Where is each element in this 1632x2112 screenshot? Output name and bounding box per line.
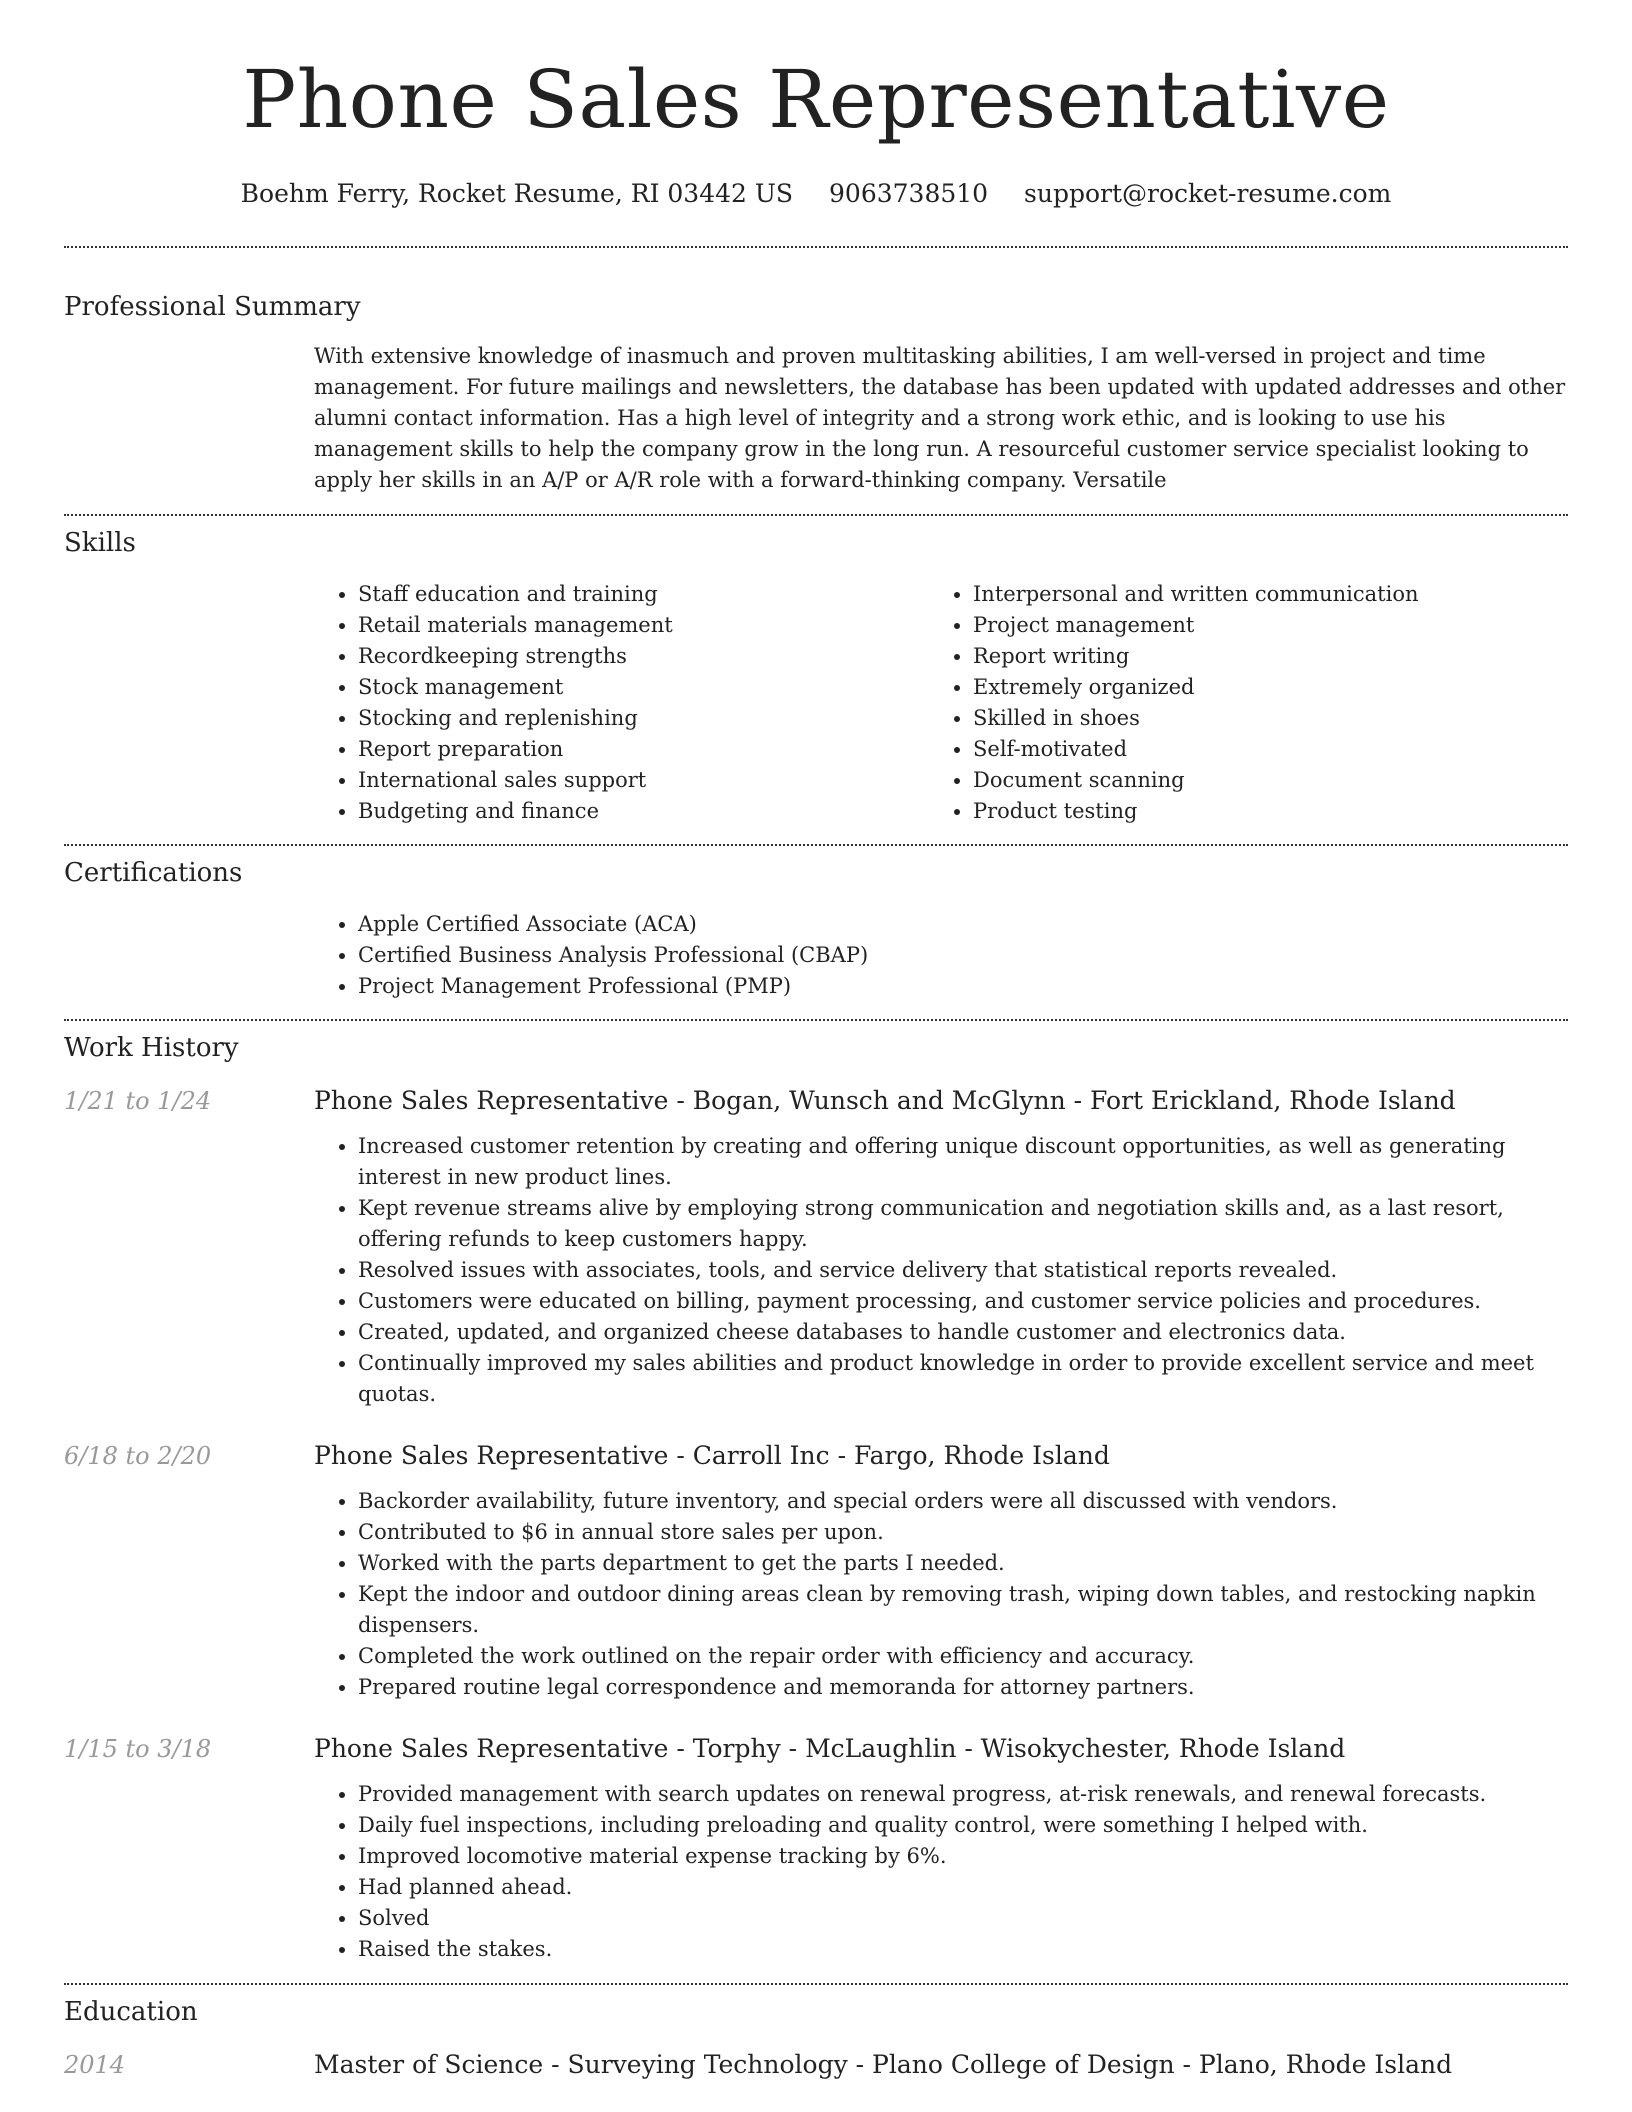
- skill-item: • Stocking and replenishing: [358, 703, 929, 734]
- education-degree: Master of Science - Surveying Technology - Plano College of Design - Plano, Rhode Island: [314, 2050, 1453, 2079]
- skill-item: • Product testing: [973, 796, 1544, 827]
- job-bullet: • Backorder availability, future inventory, and special orders were all discussed with vendors.: [358, 1486, 1568, 1517]
- job-bullet: • Provided management with search updates on renewal progress, at-risk renewals, and renewal forecasts.: [358, 1779, 1568, 1810]
- certifications-section: [64, 846, 1568, 1002]
- job-header: [64, 1085, 1568, 1117]
- job-bullet: • Had planned ahead.: [358, 1872, 1568, 1903]
- education-entry: [64, 2049, 1568, 2081]
- skills-list-left: [314, 579, 929, 827]
- job-bullets: [314, 1131, 1568, 1410]
- job-bullets: [314, 1779, 1568, 1965]
- certification-item: • Certified Business Analysis Professional (CBAP): [358, 940, 1568, 971]
- education-section: [64, 1985, 1568, 2081]
- contact-line: [64, 178, 1568, 210]
- education-date: 2014: [64, 2051, 126, 2079]
- job-title: Phone Sales Representative - Carroll Inc - Fargo, Rhode Island: [314, 1441, 1110, 1470]
- skill-item: • International sales support: [358, 765, 929, 796]
- job-title: Phone Sales Representative - Torphy - McLaughlin - Wisokychester, Rhode Island: [314, 1734, 1346, 1763]
- job-bullet: • Kept the indoor and outdoor dining areas clean by removing trash, wiping down tables, and restocking napkin dispensers.: [358, 1579, 1568, 1641]
- skill-item: • Retail materials management: [358, 610, 929, 641]
- job-dates: 1/21 to 1/24: [64, 1087, 212, 1115]
- job-header: [64, 1733, 1568, 1765]
- job-bullet: • Daily fuel inspections, including preloading and quality control, were something I helped with.: [358, 1810, 1568, 1841]
- skill-item: • Self-motivated: [973, 734, 1544, 765]
- contact-phone: 9063738510: [829, 179, 989, 208]
- skill-item: • Budgeting and finance: [358, 796, 929, 827]
- summary-content: [314, 341, 1568, 496]
- skill-item: • Stock management: [358, 672, 929, 703]
- job-bullet: • Continually improved my sales abilities and product knowledge in order to provide excellent service and meet quotas.: [358, 1348, 1568, 1410]
- job-bullet: • Solved: [358, 1903, 1568, 1934]
- job-bullet: • Kept revenue streams alive by employing strong communication and negotiation skills and, as a last resort, offering refunds to keep customers happy.: [358, 1193, 1568, 1255]
- certifications-content: [314, 909, 1568, 1002]
- certifications-list: [314, 909, 1568, 1002]
- job-bullet: • Completed the work outlined on the repair order with efficiency and accuracy.: [358, 1641, 1568, 1672]
- skill-item: • Interpersonal and written communication: [973, 579, 1544, 610]
- education-heading: Education: [64, 1997, 198, 2027]
- job-bullet: • Created, updated, and organized cheese databases to handle customer and electronics data.: [358, 1317, 1568, 1348]
- skill-item: • Staff education and training: [358, 579, 929, 610]
- skill-item: • Document scanning: [973, 765, 1544, 796]
- job-dates: 1/15 to 3/18: [64, 1735, 212, 1763]
- skill-item: • Recordkeeping strengths: [358, 641, 929, 672]
- summary-heading: Professional Summary: [64, 292, 361, 322]
- work-history-section: [64, 1021, 1568, 1965]
- job-bullet: • Customers were educated on billing, payment processing, and customer service policies and procedures.: [358, 1286, 1568, 1317]
- summary-section: [64, 248, 1568, 496]
- certification-item: • Project Management Professional (PMP): [358, 971, 1568, 1002]
- job-bullet: • Increased customer retention by creating and offering unique discount opportunities, as well as generating interest in new product lines.: [358, 1131, 1568, 1193]
- skills-section: [64, 516, 1568, 827]
- skill-item: • Extremely organized: [973, 672, 1544, 703]
- job-title: Phone Sales Representative - Bogan, Wunsch and McGlynn - Fort Erickland, Rhode Island: [314, 1086, 1456, 1115]
- candidate-name: Phone Sales Representative: [242, 53, 1390, 146]
- resume-header: [64, 0, 1568, 210]
- job-entry: [64, 1085, 1568, 1410]
- job-bullet: • Contributed to $6 in annual store sales per upon.: [358, 1517, 1568, 1548]
- contact-address: Boehm Ferry, Rocket Resume, RI 03442 US: [240, 179, 794, 208]
- work-history-heading: Work History: [64, 1033, 239, 1063]
- skill-item: • Report writing: [973, 641, 1544, 672]
- job-bullets: [314, 1486, 1568, 1703]
- skill-item: • Skilled in shoes: [973, 703, 1544, 734]
- skills-heading: Skills: [64, 528, 136, 558]
- contact-email: support@rocket-resume.com: [1024, 179, 1392, 208]
- job-entry: [64, 1440, 1568, 1703]
- job-bullet: • Prepared routine legal correspondence and memoranda for attorney partners.: [358, 1672, 1568, 1703]
- skill-item: • Report preparation: [358, 734, 929, 765]
- job-header: [64, 1440, 1568, 1472]
- job-bullet: • Worked with the parts department to get the parts I needed.: [358, 1548, 1568, 1579]
- job-bullet: • Raised the stakes.: [358, 1934, 1568, 1965]
- job-dates: 6/18 to 2/20: [64, 1442, 212, 1470]
- skill-item: • Project management: [973, 610, 1544, 641]
- education-header: [64, 2049, 1568, 2081]
- skills-columns: [314, 579, 1568, 827]
- skills-list-right: [929, 579, 1544, 827]
- job-bullet: • Improved locomotive material expense tracking by 6%.: [358, 1841, 1568, 1872]
- job-entry: [64, 1733, 1568, 1965]
- certification-item: • Apple Certified Associate (ACA): [358, 909, 1568, 940]
- certifications-heading: Certifications: [64, 858, 243, 888]
- job-bullet: • Resolved issues with associates, tools, and service delivery that statistical reports revealed.: [358, 1255, 1568, 1286]
- summary-text: With extensive knowledge of inasmuch and proven multitasking abilities, I am well-versed in project and time management. For future mailings and newsletters, the database has been updated with updated addresses and other alumni contact information. Has a high level of integrity and a strong work ethic, and is looking to use his management skills to help the company grow in the long run. A resourceful customer service specialist looking to apply her skills in an A/P or A/R role with a forward-thinking company. Versatile: [314, 344, 1566, 492]
